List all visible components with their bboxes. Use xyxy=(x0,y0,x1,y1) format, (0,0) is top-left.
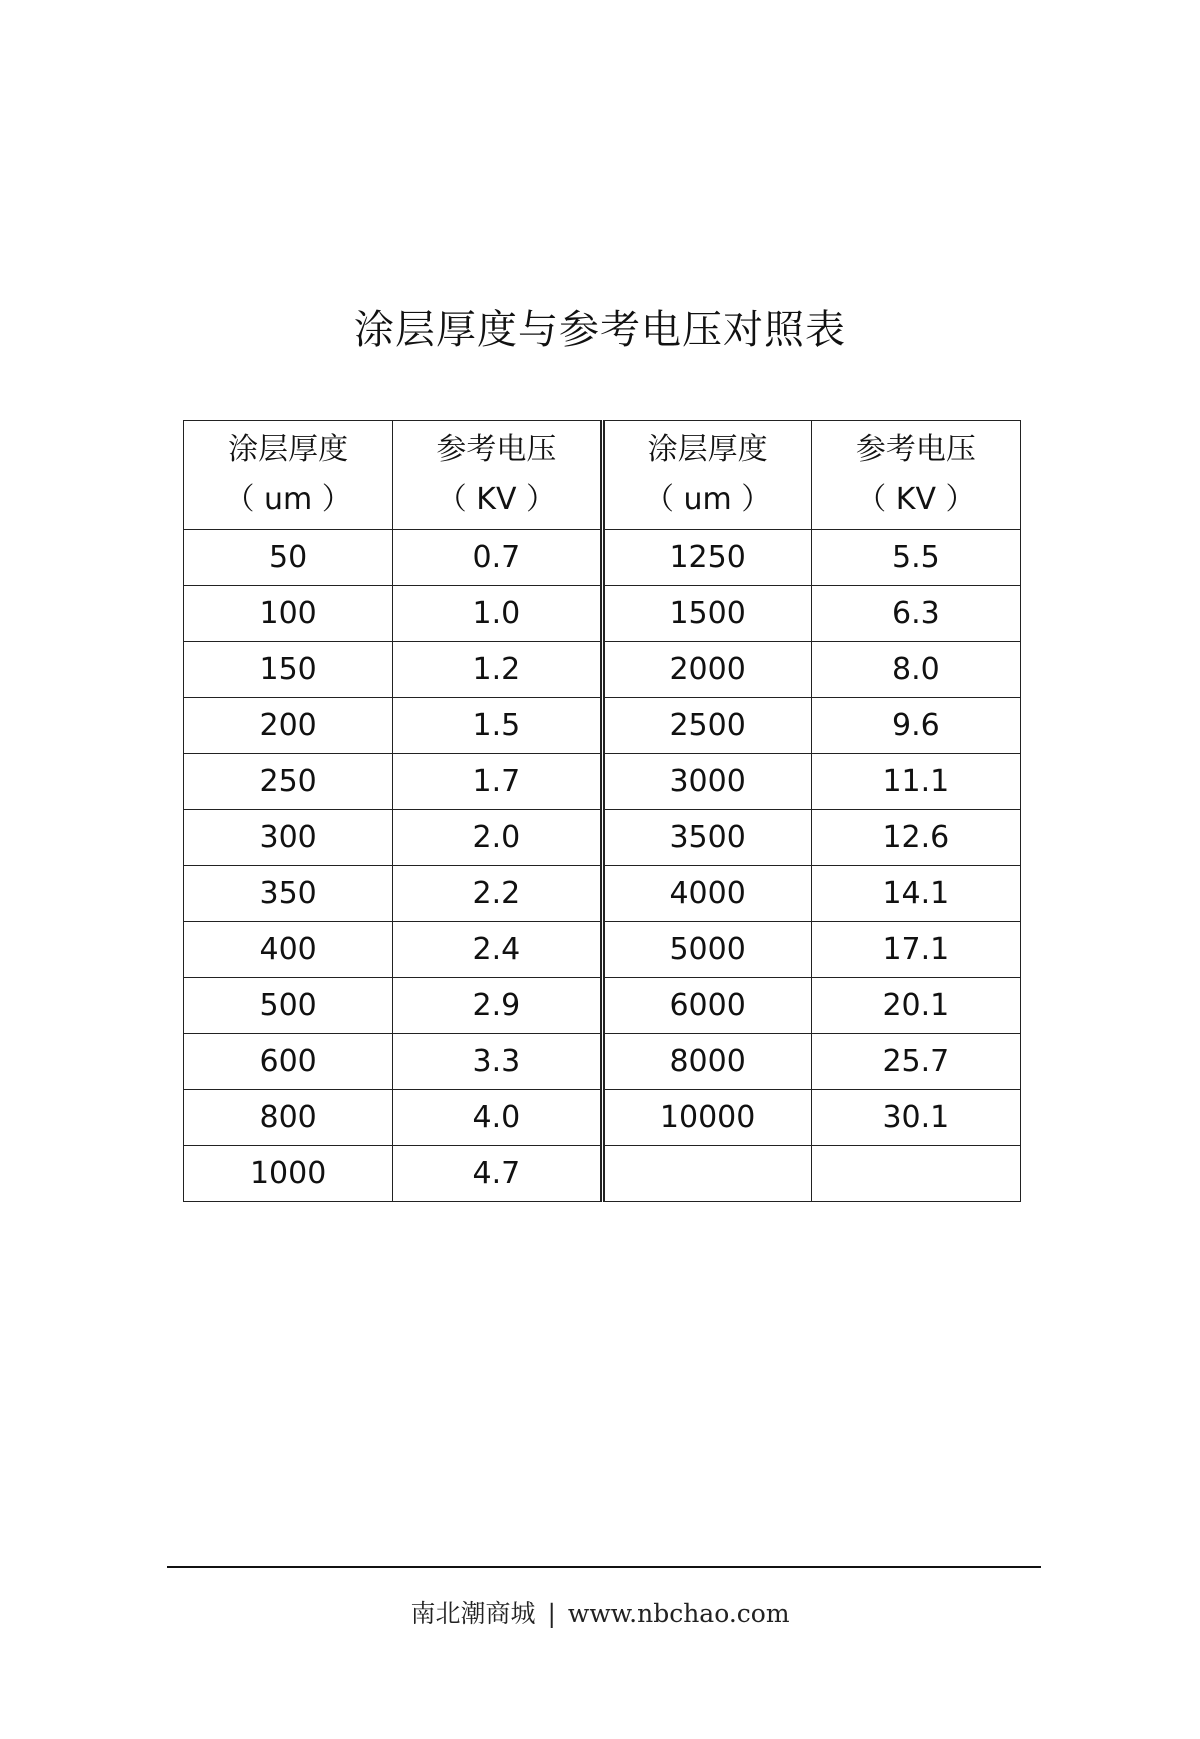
thickness-cell: 3000 xyxy=(602,754,811,810)
voltage-cell: 1.7 xyxy=(393,754,602,810)
voltage-cell: 4.7 xyxy=(393,1146,602,1202)
thickness-voltage-table xyxy=(183,420,1021,1202)
voltage-cell: 1.2 xyxy=(393,642,602,698)
voltage-cell: 0.7 xyxy=(393,530,602,586)
voltage-cell: 1.5 xyxy=(393,698,602,754)
voltage-cell: 5.5 xyxy=(811,530,1020,586)
thickness-cell: 800 xyxy=(184,1090,393,1146)
thickness-cell: 1000 xyxy=(184,1146,393,1202)
voltage-cell: 6.3 xyxy=(811,586,1020,642)
header-unit: （ um ） xyxy=(224,482,352,517)
thickness-cell: 4000 xyxy=(602,866,811,922)
voltage-cell: 2.2 xyxy=(393,866,602,922)
voltage-cell: 8.0 xyxy=(811,642,1020,698)
thickness-cell: 10000 xyxy=(602,1090,811,1146)
thickness-cell: 200 xyxy=(184,698,393,754)
voltage-cell: 17.1 xyxy=(811,922,1020,978)
thickness-cell: 50 xyxy=(184,530,393,586)
thickness-cell: 5000 xyxy=(602,922,811,978)
footer xyxy=(0,1596,1200,1632)
page-title: 涂层厚度与参考电压对照表 xyxy=(354,307,846,353)
voltage-cell: 30.1 xyxy=(811,1090,1020,1146)
table-row xyxy=(184,922,1021,978)
header-unit: （ KV ） xyxy=(436,482,557,517)
thickness-cell: 300 xyxy=(184,810,393,866)
thickness-cell: 1500 xyxy=(602,586,811,642)
header-voltage-1 xyxy=(393,421,602,530)
thickness-cell: 3500 xyxy=(602,810,811,866)
header-label: 参考电压 xyxy=(436,432,557,467)
header-thickness-2 xyxy=(602,421,811,530)
voltage-cell: 2.4 xyxy=(393,922,602,978)
voltage-cell: 2.9 xyxy=(393,978,602,1034)
table-row xyxy=(184,530,1021,586)
voltage-cell: 20.1 xyxy=(811,978,1020,1034)
header-unit: （ um ） xyxy=(643,482,772,517)
table-row xyxy=(184,978,1021,1034)
header-label: 涂层厚度 xyxy=(647,432,768,467)
voltage-cell: 25.7 xyxy=(811,1034,1020,1090)
thickness-cell: 100 xyxy=(184,586,393,642)
table-row xyxy=(184,1034,1021,1090)
reference-table-container xyxy=(183,420,1021,1202)
header-label: 涂层厚度 xyxy=(228,432,349,467)
thickness-cell: 1250 xyxy=(602,530,811,586)
table-row xyxy=(184,1146,1021,1202)
thickness-cell: 400 xyxy=(184,922,393,978)
thickness-cell xyxy=(602,1146,811,1202)
thickness-cell: 250 xyxy=(184,754,393,810)
thickness-cell: 600 xyxy=(184,1034,393,1090)
table-header-row xyxy=(184,421,1021,530)
table-row xyxy=(184,1090,1021,1146)
thickness-cell: 500 xyxy=(184,978,393,1034)
table-row xyxy=(184,586,1021,642)
voltage-cell: 12.6 xyxy=(811,810,1020,866)
voltage-cell: 2.0 xyxy=(393,810,602,866)
voltage-cell: 9.6 xyxy=(811,698,1020,754)
header-voltage-2 xyxy=(811,421,1020,530)
table-row xyxy=(184,866,1021,922)
table-row xyxy=(184,810,1021,866)
header-label: 参考电压 xyxy=(855,432,976,467)
footer-divider xyxy=(167,1566,1041,1568)
voltage-cell: 14.1 xyxy=(811,866,1020,922)
voltage-cell xyxy=(811,1146,1020,1202)
voltage-cell: 1.0 xyxy=(393,586,602,642)
thickness-cell: 8000 xyxy=(602,1034,811,1090)
thickness-cell: 150 xyxy=(184,642,393,698)
table-row xyxy=(184,754,1021,810)
table-row xyxy=(184,698,1021,754)
thickness-cell: 2000 xyxy=(602,642,811,698)
voltage-cell: 4.0 xyxy=(393,1090,602,1146)
footer-separator: | xyxy=(547,1599,556,1628)
footer-site-name: 南北潮商城 xyxy=(410,1599,536,1628)
header-thickness-1 xyxy=(184,421,393,530)
table-body xyxy=(184,530,1021,1202)
header-unit: （ KV ） xyxy=(856,482,976,517)
voltage-cell: 3.3 xyxy=(393,1034,602,1090)
table-row xyxy=(184,642,1021,698)
footer-url[interactable]: www.nbchao.com xyxy=(567,1599,790,1628)
thickness-cell: 2500 xyxy=(602,698,811,754)
thickness-cell: 6000 xyxy=(602,978,811,1034)
thickness-cell: 350 xyxy=(184,866,393,922)
voltage-cell: 11.1 xyxy=(811,754,1020,810)
